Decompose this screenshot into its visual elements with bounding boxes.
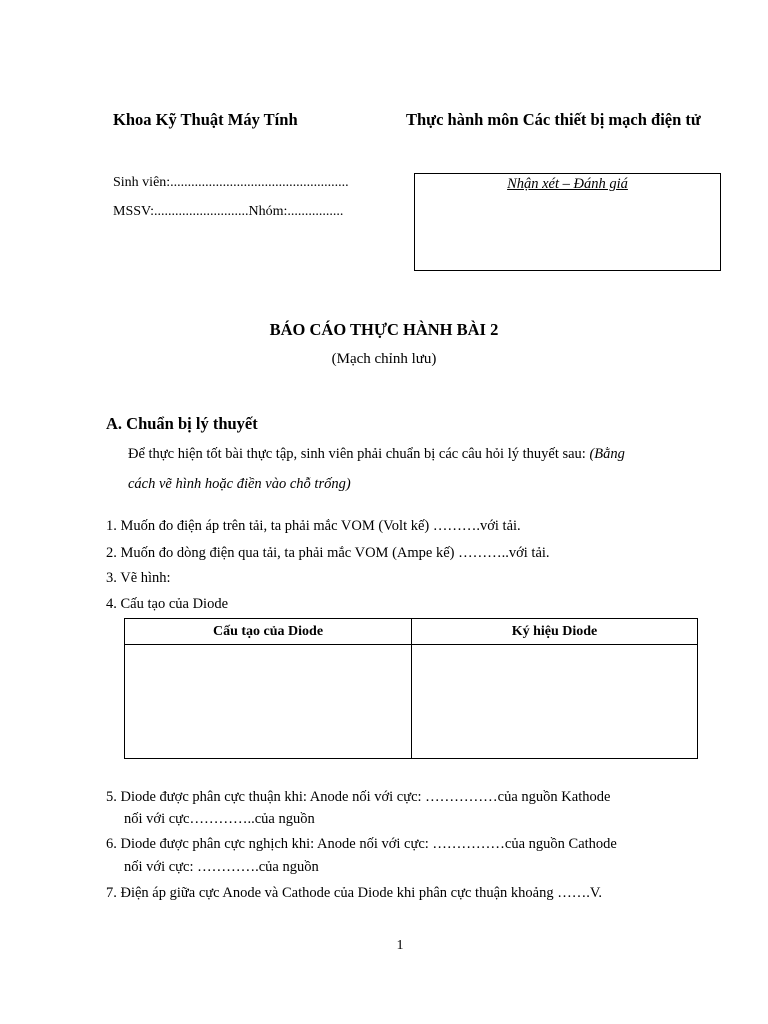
diode-table	[124, 618, 698, 759]
table-header-row	[125, 619, 698, 645]
header-symbol: Ký hiệu Diode	[412, 619, 698, 645]
department-name: Khoa Kỹ Thuật Máy Tính	[113, 110, 298, 129]
section-a-intro-line2: cách vẽ hình hoặc điền vào chỗ trống)	[128, 476, 351, 492]
student-name-field: Sinh viên:...................................................	[113, 175, 349, 190]
intro-italic-start: (Bằng	[589, 446, 625, 462]
section-a-intro-line1	[128, 446, 625, 463]
header-structure: Cấu tạo của Diode	[125, 619, 412, 645]
question-4: 4. Cấu tạo của Diode	[106, 596, 229, 612]
course-name: Thực hành môn Các thiết bị mạch điện tử	[406, 110, 701, 129]
question-7: 7. Điện áp giữa cực Anode và Cathode của Diode khi phân cực thuận khoảng …….V.	[106, 885, 603, 901]
question-3: 3. Vẽ hình:	[106, 570, 171, 586]
question-2: 2. Muốn đo dòng điện qua tải, ta phải mắc VOM (Ampe kế) ………..với tải.	[106, 545, 550, 561]
question-6-line2: nối với cực: ………….của nguồn	[124, 859, 319, 875]
table-row	[125, 645, 698, 759]
evaluation-box	[414, 173, 721, 271]
section-a-heading: A. Chuẩn bị lý thuyết	[106, 414, 258, 433]
question-6-line1: 6. Diode được phân cực nghịch khi: Anode nối với cực: ……………của nguồn Cathode	[106, 836, 617, 852]
question-1: 1. Muốn đo điện áp trên tải, ta phải mắc VOM (Volt kế) ……….với tải.	[106, 518, 521, 534]
symbol-cell	[412, 645, 698, 759]
page-number: 1	[396, 938, 404, 953]
structure-cell	[125, 645, 412, 759]
intro-text: Để thực hiện tốt bài thực tập, sinh viên phải chuẩn bị các câu hỏi lý thuyết sau:	[128, 446, 590, 462]
question-5-line2: nối với cực…………..của nguồn	[124, 811, 315, 827]
report-title: BÁO CÁO THỰC HÀNH BÀI 2	[269, 320, 499, 339]
report-subtitle: (Mạch chỉnh lưu)	[331, 351, 437, 367]
question-5-line1: 5. Diode được phân cực thuận khi: Anode nối với cực: ……………của nguồn Kathode	[106, 789, 611, 805]
student-id-group-field: MSSV:...........................Nhóm:................	[113, 204, 344, 219]
evaluation-title: Nhận xét – Đánh giá	[507, 176, 628, 192]
